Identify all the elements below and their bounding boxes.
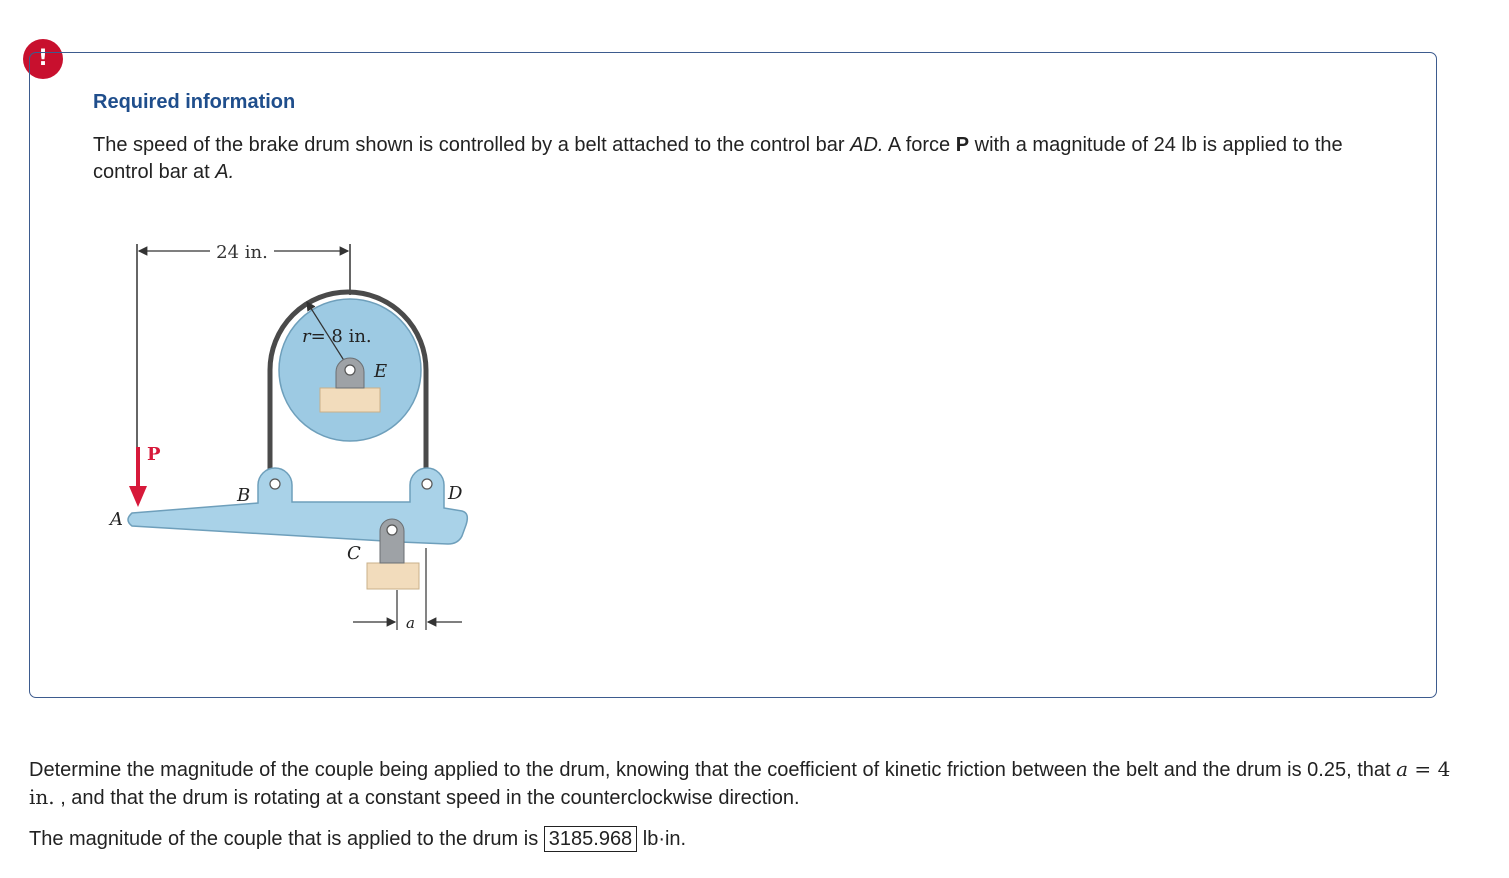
info-text-part2: A force [883,134,956,156]
control-bar [128,468,467,544]
point-a: A. [215,161,235,183]
support-c-base [367,563,419,589]
equals-sign: = [1408,757,1438,781]
variable-a: a [1396,757,1409,781]
answer-input[interactable]: 3185.968 [544,826,637,852]
dim-24-label: 24 in. [216,242,268,263]
answer-prefix: The magnitude of the couple that is applied to the drum is [29,828,544,850]
info-text-part3: with a magnitude of 24 lb is applied to the control bar at [93,134,1343,183]
info-text-part1: The speed of the brake drum shown is controlled by a belt attached to the control bar [93,134,851,156]
force-symbol: P [955,134,970,156]
label-a: A [110,509,123,530]
answer-line [29,824,686,854]
value-a: 4 in. [29,757,1451,809]
answer-unit: lb·in. [642,828,687,850]
pin-d [422,479,432,489]
info-description [93,132,1373,186]
question-part1: Determine the magnitude of the couple being applied to the drum, knowing that the coefficient of kinetic friction between the belt and the drum is 0.25, that [29,759,1397,781]
pin-e [345,365,355,375]
question-part2: , and that the drum is rotating at a constant speed in the counterclockwise direction. [54,787,800,809]
brake-drum-figure [100,230,480,650]
label-p: P [147,444,161,465]
bar-name: AD. [850,134,884,156]
label-a-dim: a [406,614,415,632]
label-d: D [448,483,463,504]
force-p-arrowhead [129,486,147,507]
info-title: Required information [93,91,296,113]
radius-label: r= 8 in. [302,326,372,347]
support-e-base [320,388,380,412]
alert-icon: ! [23,39,63,79]
pin-b [270,479,280,489]
label-b: B [237,485,251,506]
label-c: C [347,543,361,564]
label-e: E [374,361,388,382]
pin-c [387,525,397,535]
question-text [29,756,1469,812]
